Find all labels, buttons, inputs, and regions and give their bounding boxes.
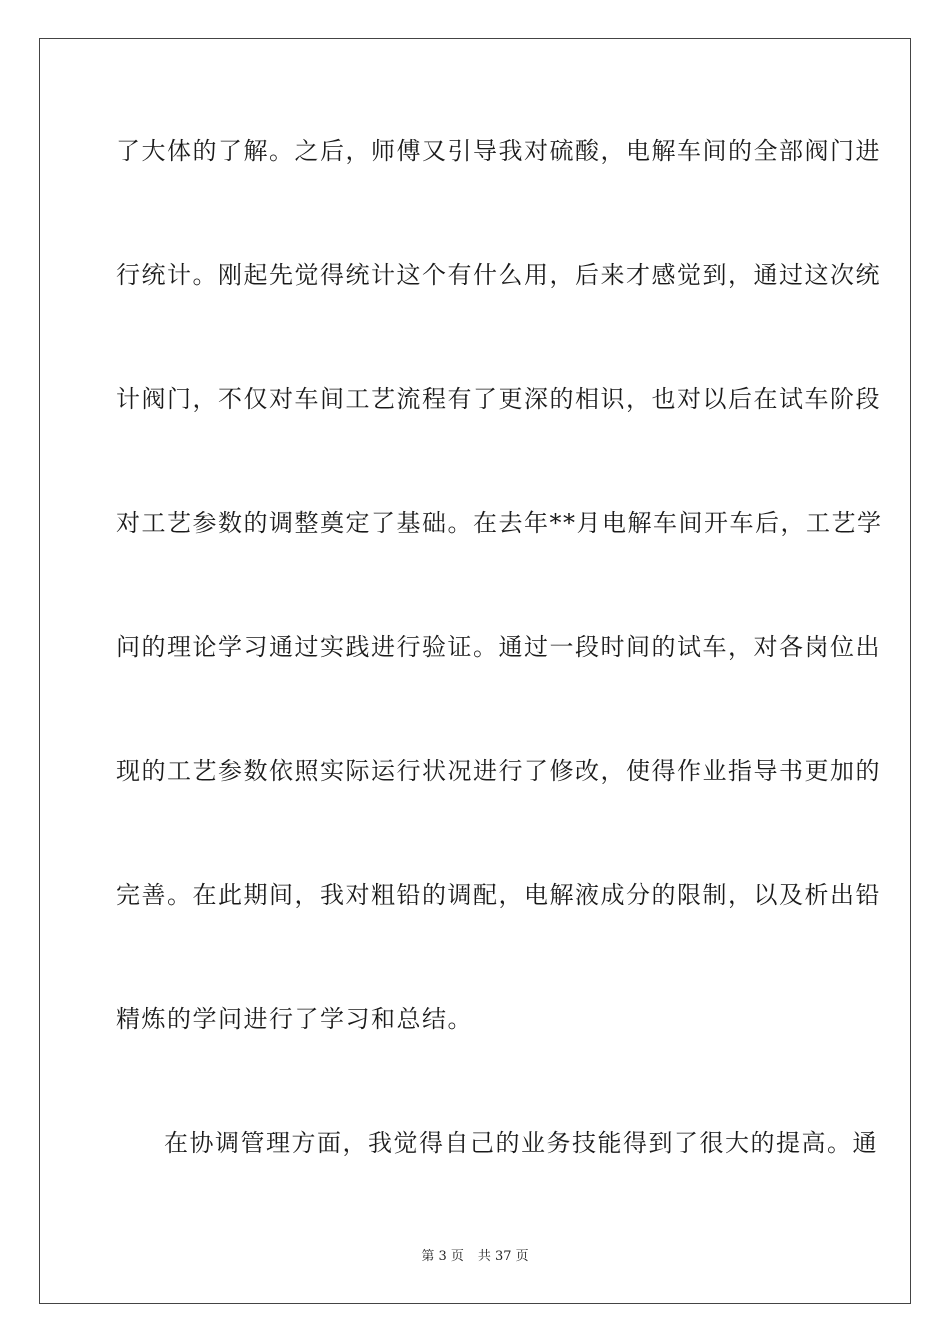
- text-line: 完善。在此期间，我对粗铅的调配，电解液成分的限制，以及析出铅: [116, 881, 881, 909]
- text-line: 问的理论学习通过实践进行验证。通过一段时间的试车，对各岗位出: [116, 633, 881, 661]
- text-line: 计阀门，不仅对车间工艺流程有了更深的相识，也对以后在试车阶段: [116, 385, 881, 413]
- text-line: 现的工艺参数依照实际运行状况进行了修改，使得作业指导书更加的: [116, 757, 881, 785]
- page-total: 共 37 页: [477, 1249, 529, 1264]
- text-line: 行统计。刚起先觉得统计这个有什么用，后来才感觉到，通过这次统: [116, 261, 881, 289]
- text-line: 对工艺参数的调整奠定了基础。在去年**月电解车间开车后，工艺学: [116, 509, 883, 537]
- page-footer: [0, 1248, 950, 1266]
- text-line: 了大体的了解。之后，师傅又引导我对硫酸，电解车间的全部阀门进: [116, 137, 881, 165]
- page-border: [39, 38, 911, 1304]
- page-number: 第 3 页: [421, 1249, 464, 1264]
- paragraph-first-line: 在协调管理方面，我觉得自己的业务技能得到了很大的提高。通: [164, 1129, 878, 1157]
- text-line: 精炼的学问进行了学习和总结。: [116, 1005, 473, 1033]
